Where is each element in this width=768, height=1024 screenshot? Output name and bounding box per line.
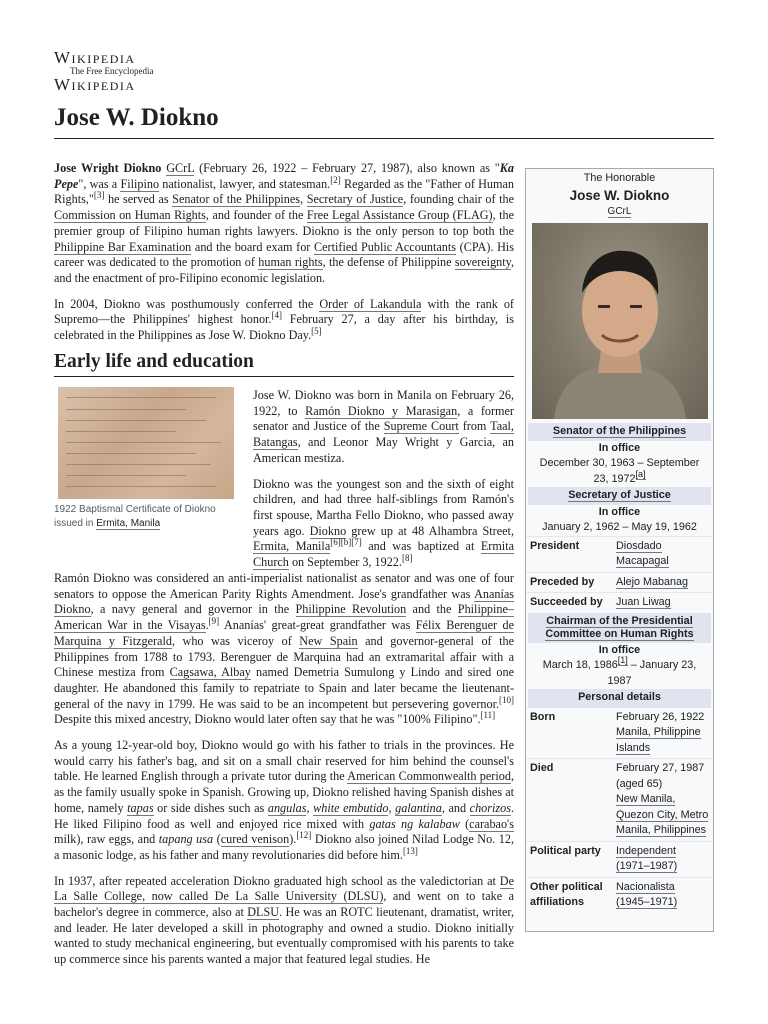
office-chairman-link[interactable]: Chairman of the Presidential Committee on Human Rights	[545, 614, 694, 640]
lead-paragraph-2: In 2004, Diokno was posthumously conferred the Order of Lakandula with the rank of Supremo—the Philippines' highest honor.[4] February 27, a day after his birthday, is celebrated in the Philippines as Jose W. Diokno Day.[5]	[54, 296, 514, 343]
early-paragraph-5: In 1937, after repeated acceleration Diokno graduated high school as the valedictorian at De La Salle College, now called De La Salle University (DLSU), and went on to take a bachelor's degree in commerce, also at DLSU. He was an ROTC lieutenant, dramatist, writer, and leader. He later developed a skill in photography and owned a studio. Diokno initially wanted to study mechanical engineering, but eventually compromised with his parents to take up commerce since his parents wanted a major that featured legal studies. He	[54, 873, 514, 967]
infobox-postnominal[interactable]: GCrL	[607, 205, 632, 217]
early-paragraph-2: Diokno was the youngest son and the sixth of eight children, and had three half-siblings from Ramón's first spouse, Martha Fello Diokno, who passed away years ago. Diokno grew up at 48 Alhambra Street, Ermita, Manila[6][b][7] and was baptized at Ermita Church on September 3, 1922.[8]	[253, 476, 514, 570]
born-place-link[interactable]: Manila, Philippine Islands	[616, 726, 701, 754]
succeeded-label: Succeeded by	[530, 596, 603, 608]
section-divider	[54, 376, 514, 377]
died-label: Died	[530, 762, 554, 774]
in-office-label-2: In office	[598, 505, 641, 518]
infobox	[525, 168, 714, 932]
office-justice-link[interactable]: Secretary of Justice	[568, 489, 671, 501]
other-affiliations-label: Other political affiliations	[530, 880, 603, 908]
party-link[interactable]: Independent (1971–1987)	[616, 844, 678, 872]
born-label: Born	[530, 710, 556, 723]
preceded-label: Preceded by	[530, 575, 595, 588]
office-senator-link[interactable]: Senator of the Philippines	[552, 425, 687, 437]
logo-wordmark: Wikipedia	[54, 48, 136, 67]
senator-term: December 30, 1963 – September 23, 1972[a]	[539, 457, 700, 485]
succeeded-link[interactable]: Juan Liwag	[616, 596, 671, 608]
page-title: Jose W. Diokno	[54, 104, 219, 131]
died-place-link[interactable]: New Manila, Quezon City, Metro Manila, Philippines	[616, 793, 709, 836]
title-divider	[54, 138, 714, 139]
party-row	[526, 841, 713, 877]
early-life-continued	[54, 571, 514, 968]
infobox-name: Jose W. Diokno	[569, 187, 670, 203]
chairman-term: March 18, 1986[1] – January 23, 1987	[542, 655, 697, 687]
baptismal-certificate-image[interactable]	[58, 387, 234, 499]
party-label: Political party	[530, 844, 601, 857]
section-heading-early-life: Early life and education	[54, 351, 254, 372]
in-office-label-1: In office	[598, 441, 641, 454]
personal-details-header: Personal details	[528, 689, 711, 707]
baptismal-certificate-figure	[54, 387, 246, 531]
justice-term: January 2, 1962 – May 19, 1962	[542, 521, 697, 533]
early-paragraph-4: As a young 12-year-old boy, Diokno would go with his father to trials in the provinces. He would carry his father's bag, and sit on a small chair reserved for him behind the counsel's table. He learned English through a private tutor during the American Commonwealth period, as the family usually spoke in Spanish. Growing up, Diokno relished having Spanish dishes at home, namely tapas or side dishes such as angulas, white embutido, galantina, and chorizos. He liked Filipino food as well and enjoyed rice mixed with gatas ng kalabaw (carabao's milk), raw eggs, and tapang usa (cured venison).[12] Diokno also joined Nilad Lodge No. 12, a masonic lodge, as his father and many revolutionaries did before him.[13]	[54, 738, 515, 862]
figure-caption: 1922 Baptismal Certificate of Diokno issued in Ermita, Manila	[54, 504, 216, 529]
born-date: February 26, 1922	[616, 710, 705, 723]
in-office-label-3: In office	[598, 643, 641, 656]
president-row	[526, 536, 713, 572]
early-paragraph-3: Ramón Diokno was considered an anti-imperialist nationalist as senator and was one of four senators to oppose the American Parity Rights Amendment. Jose's grandfather was Ananías Diokno, a navy general and governor in the Philippine Revolution and the Philippine–American War in the Visayas.[9] Ananías' great-great grandfather was Félix Berenguer de Marquina y Fitzgerald, who was viceroy of New Spain and governor-general of the Philippines from 1788 to 1793. Berenguer de Marquina had an extramarital affair with a Chinese mestiza from Cagsawa, Albay named Demetria Sumulong y Lindo and sired one daughter. He abandoned this family to repatriate to Spain and later became the lieutenant-general of the navy in 1799. He was said to be an incompetent but persevering governor.[10] Despite this mixed ancestry, Diokno would later often say that he was "100% Filipino".[11]	[54, 571, 515, 727]
lead-section	[54, 161, 514, 344]
portrait-photo[interactable]	[532, 223, 708, 419]
note-a-link[interactable]: [a]	[635, 468, 646, 479]
died-date: February 27, 1987 (aged 65)	[616, 762, 705, 790]
infobox-honorific: The Honorable	[583, 172, 656, 184]
other-affiliations-link[interactable]: Nacionalista (1945–1971)	[616, 880, 678, 908]
succeeded-row	[526, 592, 713, 613]
president-label: President	[530, 539, 580, 552]
ermita-manila-link[interactable]: Ermita, Manila	[96, 518, 161, 529]
wikipedia-logo[interactable]	[54, 50, 174, 93]
note-1-link[interactable]: [1]	[617, 655, 628, 666]
other-affiliations-row	[526, 877, 713, 913]
born-row	[526, 707, 713, 759]
early-paragraph-1: Jose W. Diokno was born in Manila on February 26, 1922, to Ramón Diokno y Marasigan, a former senator and Justice of the Supreme Court from Taal, Batangas, and Leonor May Wright y Garcia, an American mestiza.	[253, 388, 514, 465]
preceded-row	[526, 572, 713, 593]
logo-wordmark-2: Wikipedia	[54, 75, 136, 94]
preceded-link[interactable]: Alejo Mabanag	[616, 575, 689, 588]
portrait-figure	[532, 223, 708, 419]
died-row	[526, 758, 713, 841]
lead-paragraph-1: Jose Wright Diokno GCrL (February 26, 1922 – February 27, 1987), also known as "Ka Pepe", was a Filipino nationalist, lawyer, and statesman.[2] Regarded as the "Father of Human Rights,"[3] he served as Senator of the Philippines, Secretary of Justice, founding chair of the Commission on Human Rights, and founder of the Free Legal Assistance Group (FLAG), the premier group of Filipino human rights lawyers. Diokno is the only person to top both the Philippine Bar Examination and the board exam for Certified Public Accountants (CPA). His career was dedicated to the promotion of human rights, the defense of Philippine sovereignty, and the enactment of pro-Filipino economic legislation.	[54, 161, 515, 285]
early-life-text	[253, 388, 514, 571]
logo-tagline: The Free Encyclopedia	[70, 66, 154, 76]
president-link[interactable]: Diosdado Macapagal	[616, 539, 669, 567]
